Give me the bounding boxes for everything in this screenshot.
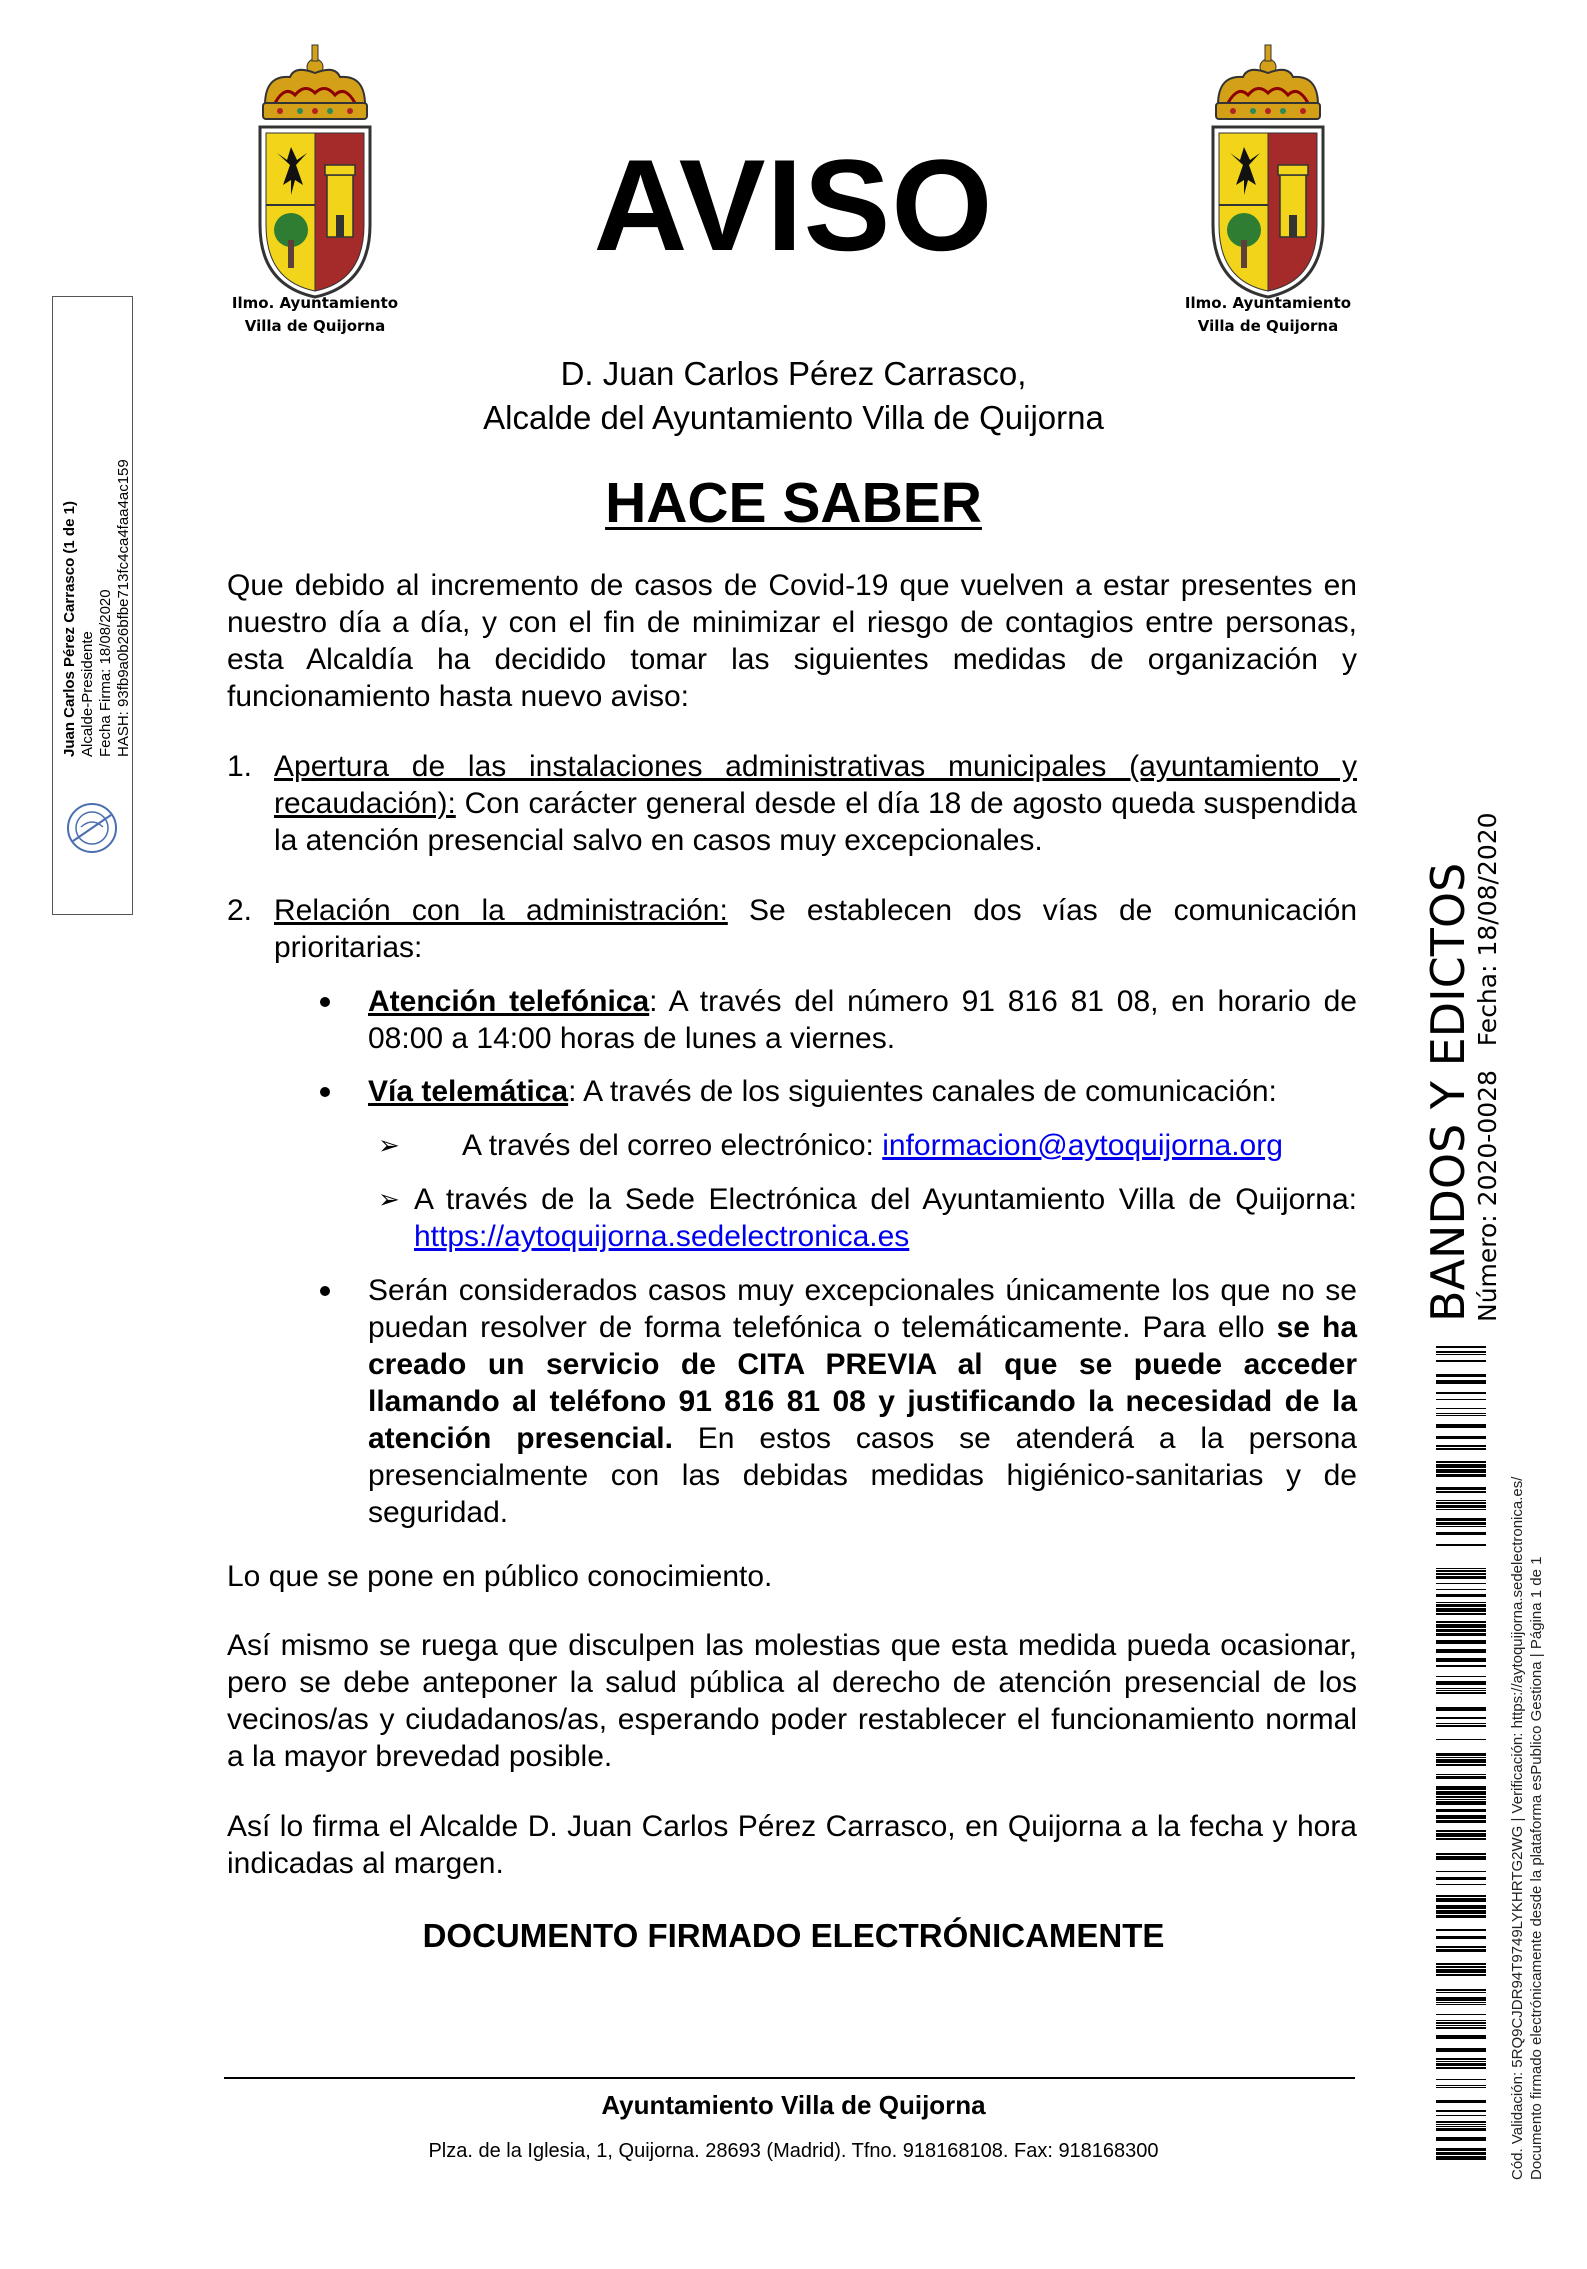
sede-text: A través de la Sede Electrónica del Ayuntamiento Villa de Quijorna: xyxy=(414,1183,1357,1216)
signature-seal-icon xyxy=(61,797,123,859)
mayor-title: Alcalde del Ayuntamiento Villa de Quijorna xyxy=(483,399,1104,436)
signature-text-block xyxy=(61,459,133,757)
mayor-block xyxy=(0,352,1587,440)
arrow-email xyxy=(378,1127,1357,1164)
intro-paragraph xyxy=(227,567,1357,715)
list-number: 1. xyxy=(227,750,253,783)
exceptional-bold: se ha creado un servicio de CITA PREVIA al que se puede acceder llamando al teléfono 91 816 81 08 y justificando la necesidad de la atención presencial. xyxy=(368,1311,1358,1455)
list-number: 2. xyxy=(227,894,253,927)
bandos-block xyxy=(1423,812,1503,1322)
footer-divider xyxy=(224,2077,1355,2079)
footer-address: Plza. de la Iglesia, 1, Quijorna. 28693 (Madrid). Tfno. 918168108. Fax: 918168300 xyxy=(428,2140,1159,2162)
public-text: Lo que se pone en público conocimiento. xyxy=(227,1560,773,1593)
signature-box xyxy=(52,296,133,915)
firma-paragraph xyxy=(227,1808,1357,1882)
signature-hash: HASH: 93fb9a0b26bfbe713fc4ca4faa4ac159 xyxy=(115,459,132,757)
coat-caption-line1: Ilmo. Ayuntamiento xyxy=(231,294,399,312)
email-link[interactable]: informacion@aytoquijorna.org xyxy=(882,1129,1283,1162)
coat-caption-line2: Villa de Quijorna xyxy=(1197,317,1339,335)
item1-heading: Apertura de las instalaciones administrativas municipales (ayuntamiento y recaudación): xyxy=(274,750,1357,820)
hace-saber-heading: HACE SABER xyxy=(605,471,982,535)
exceptional-text1: Serán considerados casos muy excepcionales únicamente los que no se puedan resolver de forma telefónica o telemáticamente. Para ello xyxy=(368,1274,1357,1344)
telematic-text: : A través de los siguientes canales de comunicación: xyxy=(568,1075,1277,1108)
bullet-dot-icon xyxy=(320,997,330,1007)
list-item-2 xyxy=(227,892,1357,966)
firma-text: Así lo firma el Alcalde D. Juan Carlos Pérez Carrasco, en Quijorna a la fecha y hora indicadas al margen. xyxy=(227,1810,1357,1880)
coat-caption-right xyxy=(1158,292,1378,338)
signer-name: Juan Carlos Pérez Carrasco (1 de 1) xyxy=(61,501,78,757)
footer-name: Ayuntamiento Villa de Quijorna xyxy=(601,2090,986,2120)
signed-notice: DOCUMENTO FIRMADO ELECTRÓNICAMENTE xyxy=(422,1917,1165,1954)
sede-link[interactable]: https://aytoquijorna.sedelectronica.es xyxy=(414,1220,910,1253)
asimismo-text: Así mismo se ruega que disculpen las molestias que esta medida pueda ocasionar, pero se debe anteponer la salud pública al derecho de atención presencial de los vecinos/as y ciudadanos/as, esperando poder restablecer el funcionamiento normal a la mayor brevedad posible. xyxy=(227,1629,1357,1773)
phone-heading: Atención telefónica xyxy=(368,985,650,1018)
arrow-sede xyxy=(378,1181,1357,1255)
asimismo-paragraph xyxy=(227,1627,1357,1775)
phone-text: : A través del número 91 816 81 08, en horario de 08:00 a 14:00 horas de lunes a viernes. xyxy=(368,985,1357,1055)
exceptional-text2: En estos casos se atenderá a la persona presencialmente con las debidas medidas higiénico-sanitarias y de seguridad. xyxy=(368,1422,1357,1529)
coat-caption-line1: Ilmo. Ayuntamiento xyxy=(1184,294,1352,312)
arrow-bullet-icon: ➢ xyxy=(378,1184,400,1214)
list-item-1 xyxy=(227,748,1357,859)
intro-text: Que debido al incremento de casos de Covid-19 que vuelven a estar presentes en nuestro día a día, y con el fin de minimizar el riesgo de contagios entre personas, esta Alcaldía ha decidido tomar las siguientes medidas de organización y funcionamiento hasta nuevo aviso: xyxy=(227,569,1357,713)
item2-heading: Relación con la administración: xyxy=(274,894,728,927)
email-text: A través del correo electrónico: xyxy=(462,1129,883,1162)
page-title: AVISO xyxy=(593,132,994,278)
bullet-exceptional xyxy=(320,1272,1357,1531)
telematic-heading: Vía telemática xyxy=(368,1075,569,1108)
verification-text: Cód. Validación: 5RQ9CJDR94T9749LYKHRTG2WG | Verificación: https://aytoquijorna.sedelectronica.es/ xyxy=(1509,1476,1526,2180)
fecha-text: Fecha: 18/08/2020 xyxy=(1473,812,1502,1047)
coat-caption-left xyxy=(205,292,425,338)
signer-role: Alcalde-Presidente xyxy=(79,631,96,757)
bullet-telematic xyxy=(320,1073,1357,1110)
signature-date: Fecha Firma: 18/08/2020 xyxy=(97,589,114,757)
bandos-title: BANDOS Y EDICTOS xyxy=(1421,862,1475,1322)
numero-fecha xyxy=(1473,812,1503,1322)
item2-text: Se establecen dos vías de comunicación prioritarias: xyxy=(274,894,1357,964)
mayor-name: D. Juan Carlos Pérez Carrasco, xyxy=(560,355,1027,392)
bullet-dot-icon xyxy=(320,1286,330,1296)
barcode-icon xyxy=(1436,1346,1486,2176)
platform-text: Documento firmado electrónicamente desde la plataforma esPublico Gestiona | Página 1 de 1 xyxy=(1528,1556,1545,2180)
public-paragraph xyxy=(227,1558,1357,1595)
verification-block xyxy=(1508,1477,1546,2180)
bullet-dot-icon xyxy=(320,1087,330,1097)
item1-text: Con carácter general desde el día 18 de agosto queda suspendida la atención presencial salvo en casos muy excepcionales. xyxy=(274,787,1357,857)
numero-text: Número: 2020-0028 xyxy=(1473,1070,1502,1322)
coat-caption-line2: Villa de Quijorna xyxy=(244,317,386,335)
bullet-phone xyxy=(320,983,1357,1057)
arrow-bullet-icon: ➢ xyxy=(378,1130,400,1160)
